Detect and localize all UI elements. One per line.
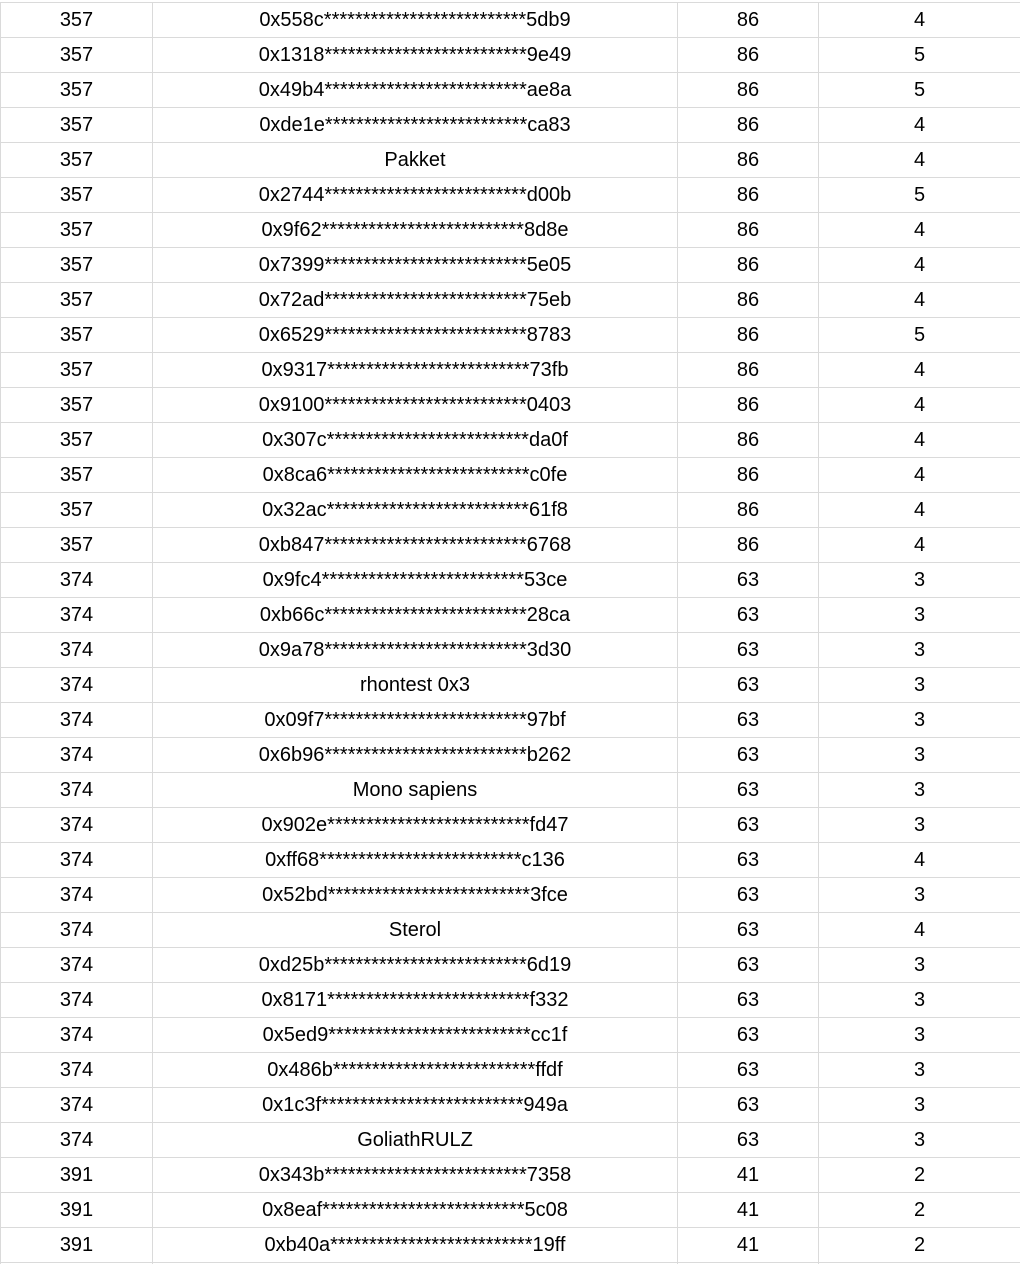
count-cell[interactable]: 3 (819, 808, 1020, 843)
rank-cell[interactable]: 374 (1, 983, 153, 1018)
rank-cell[interactable]: 357 (1, 248, 153, 283)
score-cell[interactable]: 86 (678, 493, 819, 528)
count-cell[interactable]: 3 (819, 703, 1020, 738)
rank-cell[interactable]: 357 (1, 458, 153, 493)
table-row (1, 913, 1020, 948)
address-cell[interactable]: Sterol (153, 913, 678, 948)
rank-cell[interactable]: 357 (1, 353, 153, 388)
rank-cell[interactable]: 357 (1, 493, 153, 528)
address-cell[interactable]: 0x8eaf**************************5c08 (153, 1193, 678, 1228)
score-cell[interactable]: 86 (678, 528, 819, 563)
score-cell[interactable]: 63 (678, 1018, 819, 1053)
rank-cell[interactable]: 374 (1, 808, 153, 843)
rank-cell[interactable]: 391 (1, 1158, 153, 1193)
address-cell[interactable]: 0x6529**************************8783 (153, 318, 678, 353)
rank-cell[interactable]: 357 (1, 38, 153, 73)
address-cell[interactable]: 0x8171**************************f332 (153, 983, 678, 1018)
count-cell[interactable]: 4 (819, 388, 1020, 423)
table-row (1, 738, 1020, 773)
rank-cell[interactable]: 374 (1, 598, 153, 633)
count-cell[interactable]: 4 (819, 213, 1020, 248)
rank-cell[interactable]: 374 (1, 1088, 153, 1123)
rank-cell[interactable]: 357 (1, 388, 153, 423)
address-cell[interactable]: 0x8ca6**************************c0fe (153, 458, 678, 493)
table-row (1, 773, 1020, 808)
rank-cell[interactable]: 374 (1, 633, 153, 668)
address-cell[interactable]: Pakket (153, 143, 678, 178)
rank-cell[interactable]: 374 (1, 563, 153, 598)
count-cell[interactable]: 3 (819, 948, 1020, 983)
count-cell[interactable]: 3 (819, 738, 1020, 773)
table-row (1, 598, 1020, 633)
score-cell[interactable]: 63 (678, 563, 819, 598)
score-cell[interactable]: 63 (678, 1053, 819, 1088)
count-cell[interactable]: 4 (819, 108, 1020, 143)
address-cell[interactable]: 0x52bd**************************3fce (153, 878, 678, 913)
rank-cell[interactable]: 374 (1, 1053, 153, 1088)
address-cell[interactable]: 0x7399**************************5e05 (153, 248, 678, 283)
address-cell[interactable]: GoliathRULZ (153, 1123, 678, 1158)
rank-cell[interactable]: 357 (1, 3, 153, 38)
table-row (1, 948, 1020, 983)
score-cell[interactable]: 63 (678, 598, 819, 633)
score-cell[interactable]: 86 (678, 108, 819, 143)
score-cell[interactable]: 41 (678, 1158, 819, 1193)
count-cell[interactable]: 4 (819, 3, 1020, 38)
address-cell[interactable]: 0x486b**************************ffdf (153, 1053, 678, 1088)
count-cell[interactable]: 5 (819, 38, 1020, 73)
address-cell[interactable]: 0x1318**************************9e49 (153, 38, 678, 73)
table-row (1, 1193, 1020, 1228)
address-cell[interactable]: 0xb847**************************6768 (153, 528, 678, 563)
rank-cell[interactable]: 357 (1, 213, 153, 248)
count-cell[interactable]: 3 (819, 598, 1020, 633)
count-cell[interactable]: 4 (819, 143, 1020, 178)
score-cell[interactable]: 63 (678, 1123, 819, 1158)
rank-cell[interactable]: 374 (1, 773, 153, 808)
count-cell[interactable]: 2 (819, 1228, 1020, 1263)
rank-cell[interactable]: 374 (1, 1018, 153, 1053)
table-row (1, 283, 1020, 318)
score-cell[interactable]: 86 (678, 73, 819, 108)
score-cell[interactable]: 86 (678, 143, 819, 178)
score-cell[interactable]: 86 (678, 248, 819, 283)
score-cell[interactable]: 86 (678, 283, 819, 318)
score-cell[interactable]: 63 (678, 703, 819, 738)
address-cell[interactable]: 0x5ed9**************************cc1f (153, 1018, 678, 1053)
table-row (1, 703, 1020, 738)
table-row (1, 1228, 1020, 1263)
address-cell[interactable]: 0x6b96**************************b262 (153, 738, 678, 773)
score-cell[interactable]: 63 (678, 808, 819, 843)
address-cell[interactable]: 0xb66c**************************28ca (153, 598, 678, 633)
score-cell[interactable]: 63 (678, 1088, 819, 1123)
rank-cell[interactable]: 357 (1, 528, 153, 563)
address-cell[interactable]: 0x9fc4**************************53ce (153, 563, 678, 598)
table-row (1, 1158, 1020, 1193)
table-row (1, 178, 1020, 213)
address-cell[interactable]: 0x902e**************************fd47 (153, 808, 678, 843)
address-cell[interactable]: 0xde1e**************************ca83 (153, 108, 678, 143)
address-cell[interactable]: 0xb40a**************************19ff (153, 1228, 678, 1263)
address-cell[interactable]: 0x1c3f**************************949a (153, 1088, 678, 1123)
score-cell[interactable]: 86 (678, 178, 819, 213)
count-cell[interactable]: 3 (819, 1053, 1020, 1088)
table-row (1, 1088, 1020, 1123)
score-cell[interactable]: 63 (678, 843, 819, 878)
count-cell[interactable]: 4 (819, 843, 1020, 878)
table-row (1, 248, 1020, 283)
count-cell[interactable]: 3 (819, 1123, 1020, 1158)
score-cell[interactable]: 63 (678, 878, 819, 913)
spreadsheet-body (1, 3, 1020, 1264)
count-cell[interactable]: 3 (819, 983, 1020, 1018)
table-row (1, 73, 1020, 108)
score-cell[interactable]: 86 (678, 388, 819, 423)
rank-cell[interactable]: 357 (1, 178, 153, 213)
count-cell[interactable]: 3 (819, 1018, 1020, 1053)
score-cell[interactable]: 86 (678, 458, 819, 493)
score-cell[interactable]: 86 (678, 353, 819, 388)
table-row (1, 633, 1020, 668)
rank-cell[interactable]: 357 (1, 143, 153, 178)
table-row (1, 668, 1020, 703)
table-row (1, 1018, 1020, 1053)
score-cell[interactable]: 86 (678, 213, 819, 248)
table-row (1, 528, 1020, 563)
count-cell[interactable]: 5 (819, 178, 1020, 213)
address-cell[interactable]: 0x9317**************************73fb (153, 353, 678, 388)
table-row (1, 808, 1020, 843)
rank-cell[interactable]: 374 (1, 948, 153, 983)
count-cell[interactable]: 3 (819, 563, 1020, 598)
count-cell[interactable]: 5 (819, 318, 1020, 353)
score-cell[interactable]: 86 (678, 423, 819, 458)
table-row (1, 423, 1020, 458)
address-cell[interactable]: 0x343b**************************7358 (153, 1158, 678, 1193)
score-cell[interactable]: 41 (678, 1193, 819, 1228)
rank-cell[interactable]: 391 (1, 1228, 153, 1263)
address-cell[interactable]: 0x2744**************************d00b (153, 178, 678, 213)
rank-cell[interactable]: 374 (1, 878, 153, 913)
count-cell[interactable]: 4 (819, 248, 1020, 283)
table-row (1, 388, 1020, 423)
address-cell[interactable]: 0xd25b**************************6d19 (153, 948, 678, 983)
address-cell[interactable]: 0x9f62**************************8d8e (153, 213, 678, 248)
address-cell[interactable]: Mono sapiens (153, 773, 678, 808)
table-row (1, 108, 1020, 143)
score-cell[interactable]: 63 (678, 633, 819, 668)
count-cell[interactable]: 4 (819, 528, 1020, 563)
table-row (1, 143, 1020, 178)
address-cell[interactable]: rhontest 0x3 (153, 668, 678, 703)
count-cell[interactable]: 4 (819, 353, 1020, 388)
count-cell[interactable]: 4 (819, 493, 1020, 528)
rank-cell[interactable]: 374 (1, 1123, 153, 1158)
table-row (1, 983, 1020, 1018)
table-row (1, 318, 1020, 353)
rank-cell[interactable]: 374 (1, 913, 153, 948)
rank-cell[interactable]: 357 (1, 423, 153, 458)
score-cell[interactable]: 86 (678, 38, 819, 73)
count-cell[interactable]: 4 (819, 423, 1020, 458)
score-cell[interactable]: 41 (678, 1228, 819, 1263)
count-cell[interactable]: 2 (819, 1193, 1020, 1228)
rank-cell[interactable]: 391 (1, 1193, 153, 1228)
count-cell[interactable]: 3 (819, 773, 1020, 808)
rank-cell[interactable]: 374 (1, 703, 153, 738)
table-row (1, 353, 1020, 388)
count-cell[interactable]: 5 (819, 73, 1020, 108)
table-row (1, 38, 1020, 73)
count-cell[interactable]: 4 (819, 283, 1020, 318)
score-cell[interactable]: 63 (678, 913, 819, 948)
table-row (1, 843, 1020, 878)
score-cell[interactable]: 63 (678, 983, 819, 1018)
table-row (1, 878, 1020, 913)
address-cell[interactable]: 0x09f7**************************97bf (153, 703, 678, 738)
address-cell[interactable]: 0x307c**************************da0f (153, 423, 678, 458)
address-cell[interactable]: 0x32ac**************************61f8 (153, 493, 678, 528)
count-cell[interactable]: 2 (819, 1158, 1020, 1193)
table-row (1, 563, 1020, 598)
rank-cell[interactable]: 357 (1, 73, 153, 108)
score-cell[interactable]: 63 (678, 668, 819, 703)
address-cell[interactable]: 0x9a78**************************3d30 (153, 633, 678, 668)
rank-cell[interactable]: 374 (1, 738, 153, 773)
spreadsheet-table (0, 2, 1020, 1264)
score-cell[interactable]: 86 (678, 3, 819, 38)
rank-cell[interactable]: 374 (1, 668, 153, 703)
table-row (1, 1053, 1020, 1088)
address-cell[interactable]: 0xff68**************************c136 (153, 843, 678, 878)
table-row (1, 493, 1020, 528)
address-cell[interactable]: 0x72ad**************************75eb (153, 283, 678, 318)
score-cell[interactable]: 86 (678, 318, 819, 353)
table-row (1, 213, 1020, 248)
count-cell[interactable]: 3 (819, 633, 1020, 668)
rank-cell[interactable]: 357 (1, 283, 153, 318)
rank-cell[interactable]: 357 (1, 318, 153, 353)
count-cell[interactable]: 4 (819, 458, 1020, 493)
score-cell[interactable]: 63 (678, 773, 819, 808)
count-cell[interactable]: 3 (819, 878, 1020, 913)
count-cell[interactable]: 4 (819, 913, 1020, 948)
table-row (1, 1123, 1020, 1158)
rank-cell[interactable]: 374 (1, 843, 153, 878)
address-cell[interactable]: 0x558c**************************5db9 (153, 3, 678, 38)
address-cell[interactable]: 0x49b4**************************ae8a (153, 73, 678, 108)
count-cell[interactable]: 3 (819, 1088, 1020, 1123)
score-cell[interactable]: 63 (678, 738, 819, 773)
count-cell[interactable]: 3 (819, 668, 1020, 703)
rank-cell[interactable]: 357 (1, 108, 153, 143)
address-cell[interactable]: 0x9100**************************0403 (153, 388, 678, 423)
table-row (1, 458, 1020, 493)
score-cell[interactable]: 63 (678, 948, 819, 983)
table-row (1, 3, 1020, 38)
